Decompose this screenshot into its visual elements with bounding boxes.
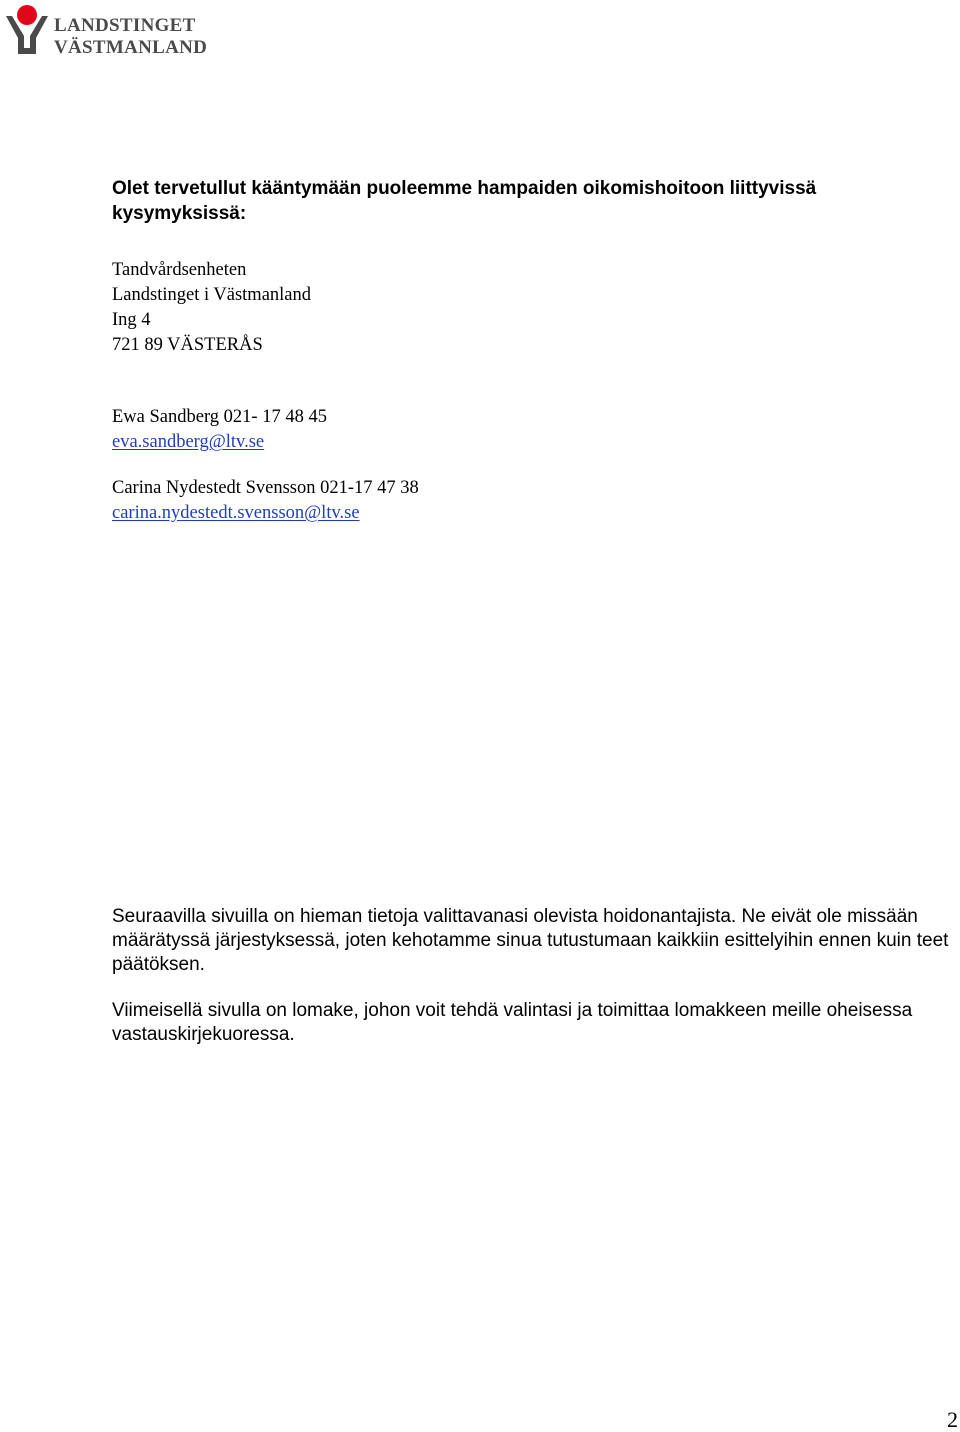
page-number: 2 (947, 1407, 958, 1432)
address-line: Ing 4 (112, 310, 151, 330)
address-line: Landstinget i Västmanland (112, 285, 312, 305)
contact-email-link[interactable]: eva.sandberg@ltv.se (112, 432, 265, 452)
page-heading: Olet tervetullut kääntymään puoleemme hampaiden oikomishoitoon liittyvissä kysymyksissä: (112, 178, 817, 224)
contact-email-link[interactable]: carina.nydestedt.svensson@ltv.se (112, 503, 360, 523)
address-line: 721 89 VÄSTERÅS (112, 335, 263, 355)
logo-text-line2: VÄSTMANLAND (54, 37, 208, 58)
form-info-paragraph: Viimeisellä sivulla on lomake, johon voit tehdä valintasi ja toimittaa lomakkeen meille oheisessa vastauskirjekuoressa. (112, 1000, 913, 1045)
contact-name-phone: Ewa Sandberg 021- 17 48 45 (112, 407, 327, 427)
contact-block (112, 476, 419, 526)
contact-block (112, 405, 327, 455)
address-line: Tandvårdsenheten (112, 260, 247, 280)
intro-paragraph: Seuraavilla sivuilla on hieman tietoja valittavanasi olevista hoidonantajista. Ne eivät ole missään määrätyssä järjestyksessä, joten kehotamme sinua tutustumaan kaikkiin esittelyihin ennen kuin teet päätöksen. (112, 906, 949, 975)
landstinget-logo (4, 4, 208, 58)
address-block (112, 258, 311, 358)
landstinget-emblem-icon (4, 4, 54, 58)
logo-text-line1: LANDSTINGET (54, 15, 196, 36)
contact-name-phone: Carina Nydestedt Svensson 021-17 47 38 (112, 478, 419, 498)
